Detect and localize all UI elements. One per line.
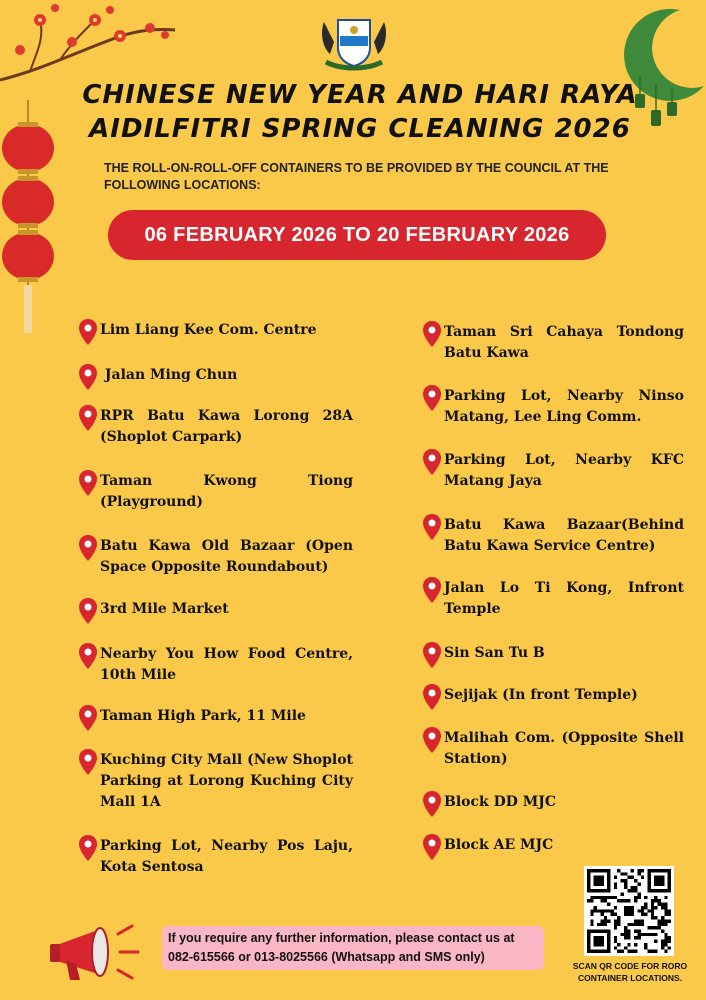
location-label: Taman Kwong Tiong (Playground)	[100, 473, 353, 510]
location-item	[78, 320, 353, 346]
location-label: Batu Kawa Old Bazaar (Open Space Opposite Roundabout)	[100, 538, 353, 575]
location-label: Parking Lot, Nearby Ninso Matang, Lee Ling Comm.	[444, 388, 684, 425]
title-line-1: CHINESE NEW YEAR AND HARI RAYA	[82, 80, 638, 110]
location-item	[422, 578, 684, 620]
title-line-2: AIDILFITRI SPRING CLEANING 2026	[89, 114, 631, 144]
map-pin-icon	[422, 513, 442, 541]
map-pin-icon	[78, 363, 98, 391]
location-label: Sin San Tu B	[444, 645, 545, 661]
qr-code[interactable]	[584, 866, 674, 956]
location-item	[422, 792, 684, 818]
map-pin-icon	[422, 384, 442, 412]
location-label: Lim Liang Kee Com. Centre	[100, 322, 317, 338]
location-item	[422, 386, 684, 428]
location-label: Block DD MJC	[444, 794, 557, 810]
map-pin-icon	[78, 642, 98, 670]
location-label: Jalan Lo Ti Kong, Infront Temple	[444, 580, 684, 617]
location-label: Taman High Park, 11 Mile	[100, 708, 306, 724]
location-item	[422, 728, 684, 770]
map-pin-icon	[422, 790, 442, 818]
location-label: Nearby You How Food Centre, 10th Mile	[100, 646, 353, 683]
council-emblem-icon	[316, 12, 392, 74]
map-pin-icon	[78, 834, 98, 862]
contact-info-box: If you require any further information, please contact us at 082-615566 or 013-8025566 (Whatsapp and SMS only)	[162, 926, 544, 970]
location-item	[78, 536, 353, 578]
location-item	[78, 644, 353, 686]
map-pin-icon	[78, 469, 98, 497]
location-item	[422, 643, 684, 669]
location-item	[422, 515, 684, 557]
map-pin-icon	[78, 318, 98, 346]
map-pin-icon	[78, 534, 98, 562]
map-pin-icon	[422, 576, 442, 604]
plum-blossom-icon	[0, 0, 180, 90]
lantern-icon	[0, 100, 60, 340]
location-label: Malihah Com. (Opposite Shell Station)	[444, 730, 684, 767]
location-label: Batu Kawa Bazaar(Behind Batu Kawa Service Centre)	[444, 517, 684, 554]
location-item	[422, 685, 684, 711]
map-pin-icon	[78, 597, 98, 625]
map-pin-icon	[422, 683, 442, 711]
location-item	[78, 750, 353, 813]
location-item	[422, 835, 684, 861]
map-pin-icon	[422, 448, 442, 476]
map-pin-icon	[422, 641, 442, 669]
map-pin-icon	[422, 726, 442, 754]
map-pin-icon	[78, 748, 98, 776]
map-pin-icon	[422, 833, 442, 861]
location-label: Jalan Ming Chun	[100, 367, 238, 383]
location-item	[422, 322, 684, 364]
location-label: Kuching City Mall (New Shoplot Parking at Lorong Kuching City Mall 1A	[100, 752, 353, 810]
location-label: Parking Lot, Nearby KFC Matang Jaya	[444, 452, 684, 489]
map-pin-icon	[78, 404, 98, 432]
location-item	[78, 706, 353, 732]
location-label: 3rd Mile Market	[100, 601, 229, 617]
map-pin-icon	[78, 704, 98, 732]
location-item	[422, 450, 684, 492]
location-label: Taman Sri Cahaya Tondong Batu Kawa	[444, 324, 684, 361]
date-range-banner: 06 FEBRUARY 2026 TO 20 FEBRUARY 2026	[108, 210, 606, 260]
location-item	[78, 471, 353, 513]
location-item	[78, 406, 353, 448]
qr-code-pattern	[587, 869, 671, 953]
poster-title	[70, 78, 650, 146]
map-pin-icon	[422, 320, 442, 348]
location-label: Sejijak (In front Temple)	[444, 687, 638, 703]
location-item	[78, 365, 353, 391]
location-label: Parking Lot, Nearby Pos Laju, Kota Sentosa	[100, 838, 353, 875]
location-item	[78, 599, 353, 625]
subtitle: THE ROLL-ON-ROLL-OFF CONTAINERS TO BE PROVIDED BY THE COUNCIL AT THE FOLLOWING LOCATIONS:	[104, 161, 609, 192]
location-label: RPR Batu Kawa Lorong 28A (Shoplot Carpark)	[100, 408, 353, 445]
megaphone-icon	[48, 920, 158, 986]
qr-caption: SCAN QR CODE FOR RORO CONTAINER LOCATIONS.	[572, 961, 688, 983]
location-item	[78, 836, 353, 878]
location-label: Block AE MJC	[444, 837, 554, 853]
